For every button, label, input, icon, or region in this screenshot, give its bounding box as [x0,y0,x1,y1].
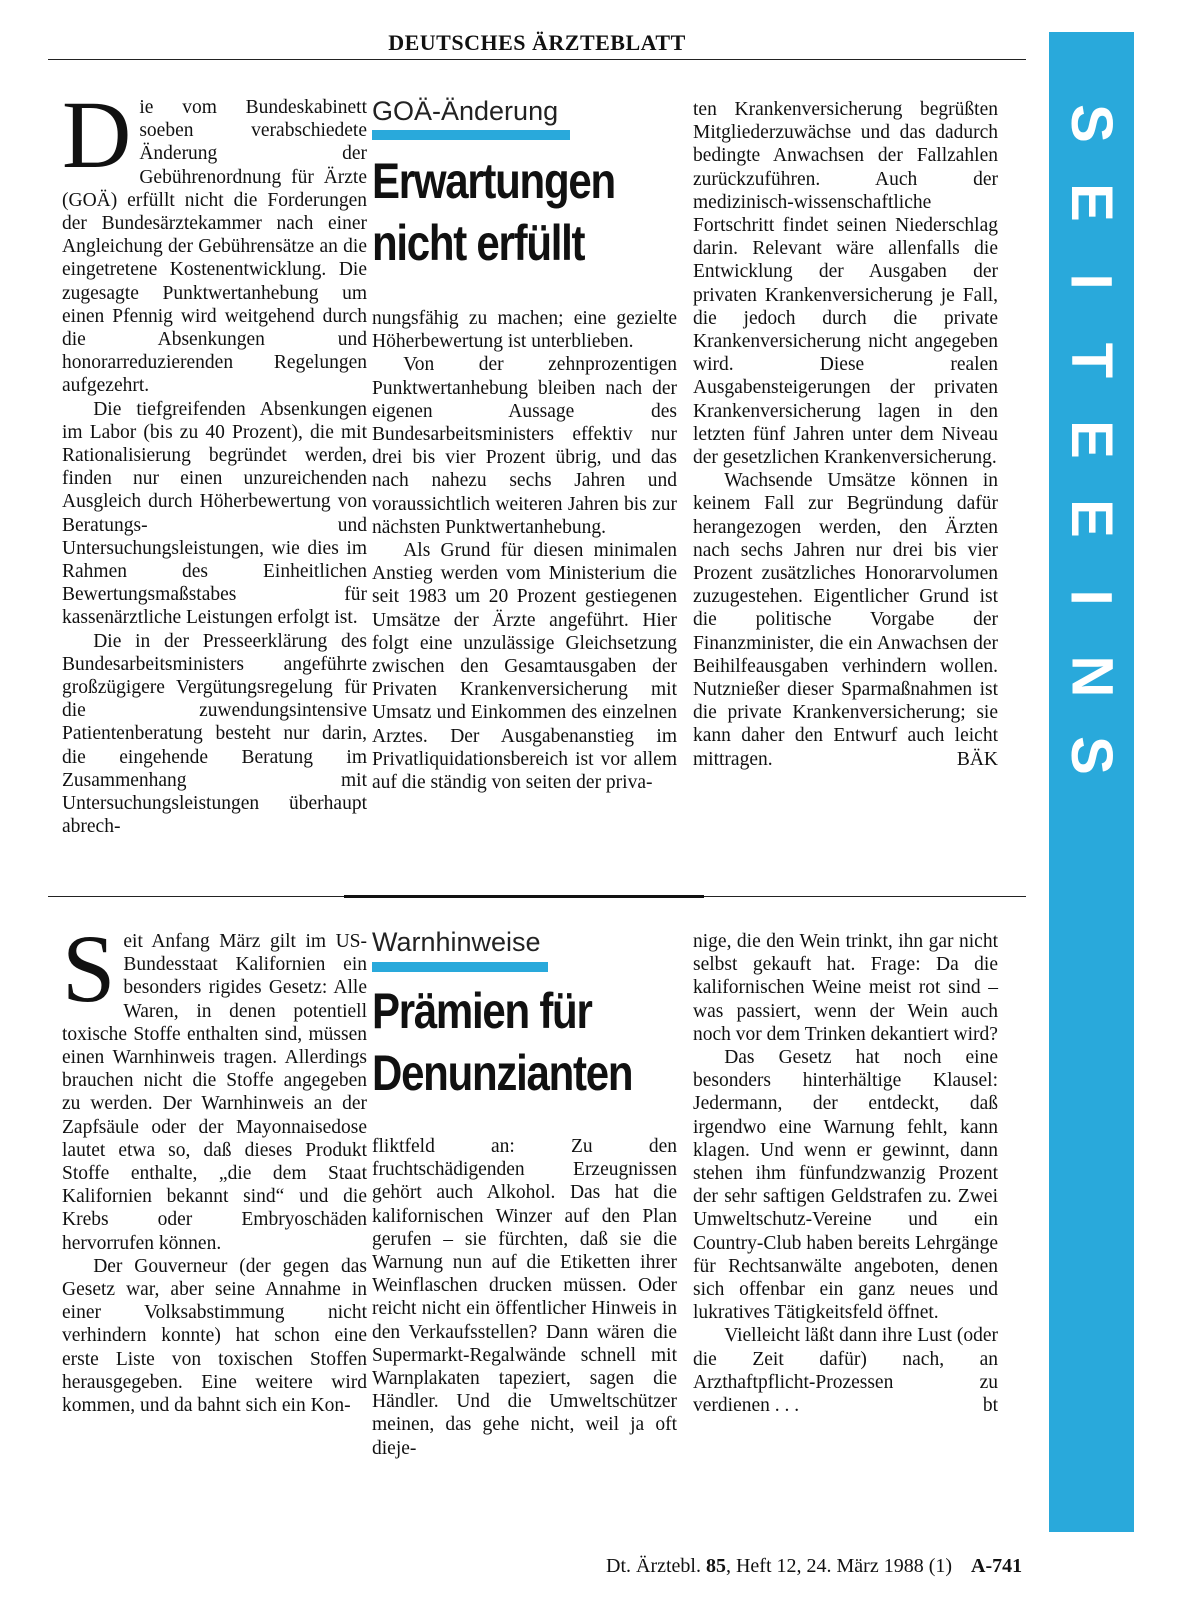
article1-headline-line1: Erwartungen [372,153,615,209]
article2-col1-paragraph: eit Anfang März gilt im US-Bundesstaat Kalifornien ein besonders rigides Gesetz: Alle Waren, in denen potentiell toxische Stoffe enthalten sind, müssen einen Warnhinweis tragen. Allerdings brauchen nicht die Stoffe angegeben zu werden. Der Warnhinweis an der Zapfsäule oder der Mayonnaisedose lautet etwa so, daß dieses Produkt Stoffe enthalte, „die dem Staat Kalifornien bekannt sind“ und die Krebs oder Embryoschäden hervorrufen können. [62,931,367,1254]
footer-volume: 85 [705,1555,726,1577]
article1-col1-paragraph: Die in der Presseerklärung des Bundesarbeitsministers angeführte großzügigere Vergütungsregelung für die zuwendungsintensive Patientenberatung besteht nur darin, die eingehende Beratung im Zusammenhang mit Untersuchungsleistungen überhaupt abrech- [62,630,367,838]
article2-headline [372,980,641,1104]
article2-dropcap: S [62,915,116,1022]
side-letter: N [1058,655,1124,698]
side-letter: T [1059,342,1124,379]
page-footer [606,1555,1022,1578]
side-letter: E [1059,420,1124,459]
seite-eins-label [1049,84,1134,795]
article2-kicker: Warnhinweise [372,927,541,957]
side-letter: E [1059,499,1124,538]
article2-col3-paragraph: Das Gesetz hat noch eine besonders hinterhältige Klausel: Jedermann, der entdeckt, daß irgendwo eine Warnung fehlt, kann klagen. Und wenn er gewinnt, dann stehen ihm fünfundzwanzig Prozent der sehr saftigen Geldstrafen zu. Zwei Umweltschutz-Vereine und ein Country-Club haben bereits Lehrgänge für Rechtsanwälte angeboten, denen sich offenbar ein ganz neues und lukratives Tätigkeitsfeld öffnet. [693,1047,998,1324]
article1-col3-paragraph [693,469,998,771]
article2-signature: bt [982,1395,998,1417]
article-divider-accent [344,895,704,898]
article1-kicker-bar [372,130,570,140]
article1-column-3 [693,98,998,771]
article1-headline [372,150,641,274]
article1-col2-paragraph: Als Grund für diesen minimalen Anstieg werden vom Ministerium die seit 1983 um 20 Prozent gestiegenen Umsätze der Ärzte angeführt. Hier folgt eine unzulässige Gleichsetzung zwischen den Gesamtausgaben der Privaten Krankenversicherung mit Umsatz und Einkommen des einzelnen Arztes. Der Ausgabenanstieg im Privatliquidationsbereich ist vor allem auf die ständig von seiten der priva- [372,540,677,794]
article2-column-3 [693,930,998,1417]
article2-col3-paragraph: nige, die den Wein trinkt, ihn gar nicht selbst gekauft hat. Frage: Da die kalifornischen Weine meist rot sind – was passiert, wenn der Wein auch noch vor dem Trinken dekantiert wird? [693,931,998,1045]
journal-header: DEUTSCHES ÄRZTEBLATT [388,30,686,55]
article2-col2-paragraph: fliktfeld an: Zu den fruchtschädigenden Erzeugnissen gehört auch Alkohol. Das hat die kalifornischen Winzer auf den Plan gerufen – sie fürchten, daß sie die Warnung nun auf die Etiketten ihrer Weinflaschen drucken müssen. Oder reicht nicht ein öffentlicher Hinweis in den Verkaufsstellen? Dann wären die Supermarkt-Regalwände schnell mit Warnplakaten tapeziert, sagen die Händler. Und die Umweltschützer meinen, das gehe nicht, weil ja oft dieje- [372,1136,677,1459]
side-letter: S [1059,736,1124,775]
article1-signature: BÄK [956,748,998,770]
article1-col2-paragraph: nungsfähig zu machen; eine gezielte Höherbewertung ist unterblieben. [372,308,677,353]
article1-col1-paragraph: Die tiefgreifenden Absenkungen im Labor (bis zu 40 Prozent), die mit Rationalisierung begründet werden, finden nur einen unzureichenden Ausgleich durch Höherbewertung von Beratungs- und Untersuchungsleistungen, wie dies im Rahmen des Einheitlichen Bewertungsmaßstabes für kassenärztliche Leistungen erfolgt ist. [62,398,367,629]
seite-eins-strip [1049,32,1134,1532]
article1-headline-line2: nicht erfüllt [372,215,585,271]
side-letter: I [1059,273,1124,290]
article2-col1-paragraph: Der Gouverneur (der gegen das Gesetz war, aber seine Annahme in einer Volksabstimmung nicht verhindern konnte) hat schon eine erste Liste von toxischen Stoffen herausgegeben. Eine weitere wird kommen, und da bahnt sich ein Kon- [62,1255,367,1417]
article1-col1-paragraph: ie vom Bundeskabinett soeben verabschiedete Änderung der Gebührenordnung für Ärzte (GOÄ) erfüllt nicht die Forderungen der Bundesärztekammer nach einer Angleichung der Gebührensätze an die eingetretene Kostenentwicklung. Die zugesagte Punktwertanhebung um einen Pfennig wird weitgehend durch die Absenkungen und honorarreduzierenden Regelungen aufgezehrt. [62,97,367,397]
side-letter: I [1059,589,1124,606]
article1-col3-paragraph: ten Krankenversicherung begrüßten Mitgliederzuwächse und das dadurch bedingte Anwachsen der Fallzahlen zurückzuführen. Auch der medizinisch-wissenschaftliche Fortschritt findet seinen Niederschlag darin. Relevant wäre allenfalls die Entwicklung der Ausgaben der privaten Krankenversicherung je Fall, die jedoch durch die private Krankenversicherung nicht angegeben wird. Diese realen Ausgabensteigerungen der privaten Krankenversicherung lagen in den letzten fünf Jahren unter dem Niveau der gesetzlichen Krankenversicherung. [693,99,998,469]
article1-col3-last-text: Wachsende Umsätze können in keinem Fall zur Begründung dafür herangezogen werden, den Ärzten nach sechs Jahren nur drei bis vier Prozent zusätzliches Honorarvolumen zuzugestehen. Eigentlicher Grund ist die politische Vorgabe der Finanzminister, die ein Anwachsen der Beihilfeausgaben verhindern wollen. Nutznießer dieser Sparmaßnahmen ist die private Krankenversicherung; sie kann daher den Entwurf auch leicht mittragen. [693,470,998,770]
article1-dropcap: D [62,81,132,188]
article1-column-2 [372,307,677,794]
article2-headline-line2: Denunzianten [372,1045,633,1101]
article2-col3-paragraph [693,1324,998,1417]
side-letter: S [1059,104,1124,143]
article2-headline-line1: Prämien für [372,983,592,1039]
article2-column-2 [372,1135,677,1460]
header-rule [48,59,1026,60]
footer-journal: Dt. Ärztebl. [606,1555,701,1577]
article1-col2-paragraph: Von der zehnprozentigen Punktwertanhebung bleiben nach der eigenen Aussage des Bundesarbeitsministers effektiv nur drei bis vier Prozent übrig, und das nach nahezu sechs Jahren und voraussichtlich weiteren Jahren bis zur nächsten Punktwertanhebung. [372,354,677,538]
article2-column-1 [62,915,367,1417]
article2-col3-last-text: Vielleicht läßt dann ihre Lust (oder die Zeit dafür) nach, an Arzthaftpflicht-Prozessen zu verdienen . . . [693,1325,998,1417]
footer-page-number: A-741 [971,1555,1023,1577]
article1-kicker: GOÄ-Änderung [372,96,559,126]
footer-issue: , Heft 12, 24. März 1988 (1) [725,1555,953,1577]
side-letter: E [1059,183,1124,222]
article2-kicker-bar [372,962,548,972]
article1-column-1 [62,81,367,839]
